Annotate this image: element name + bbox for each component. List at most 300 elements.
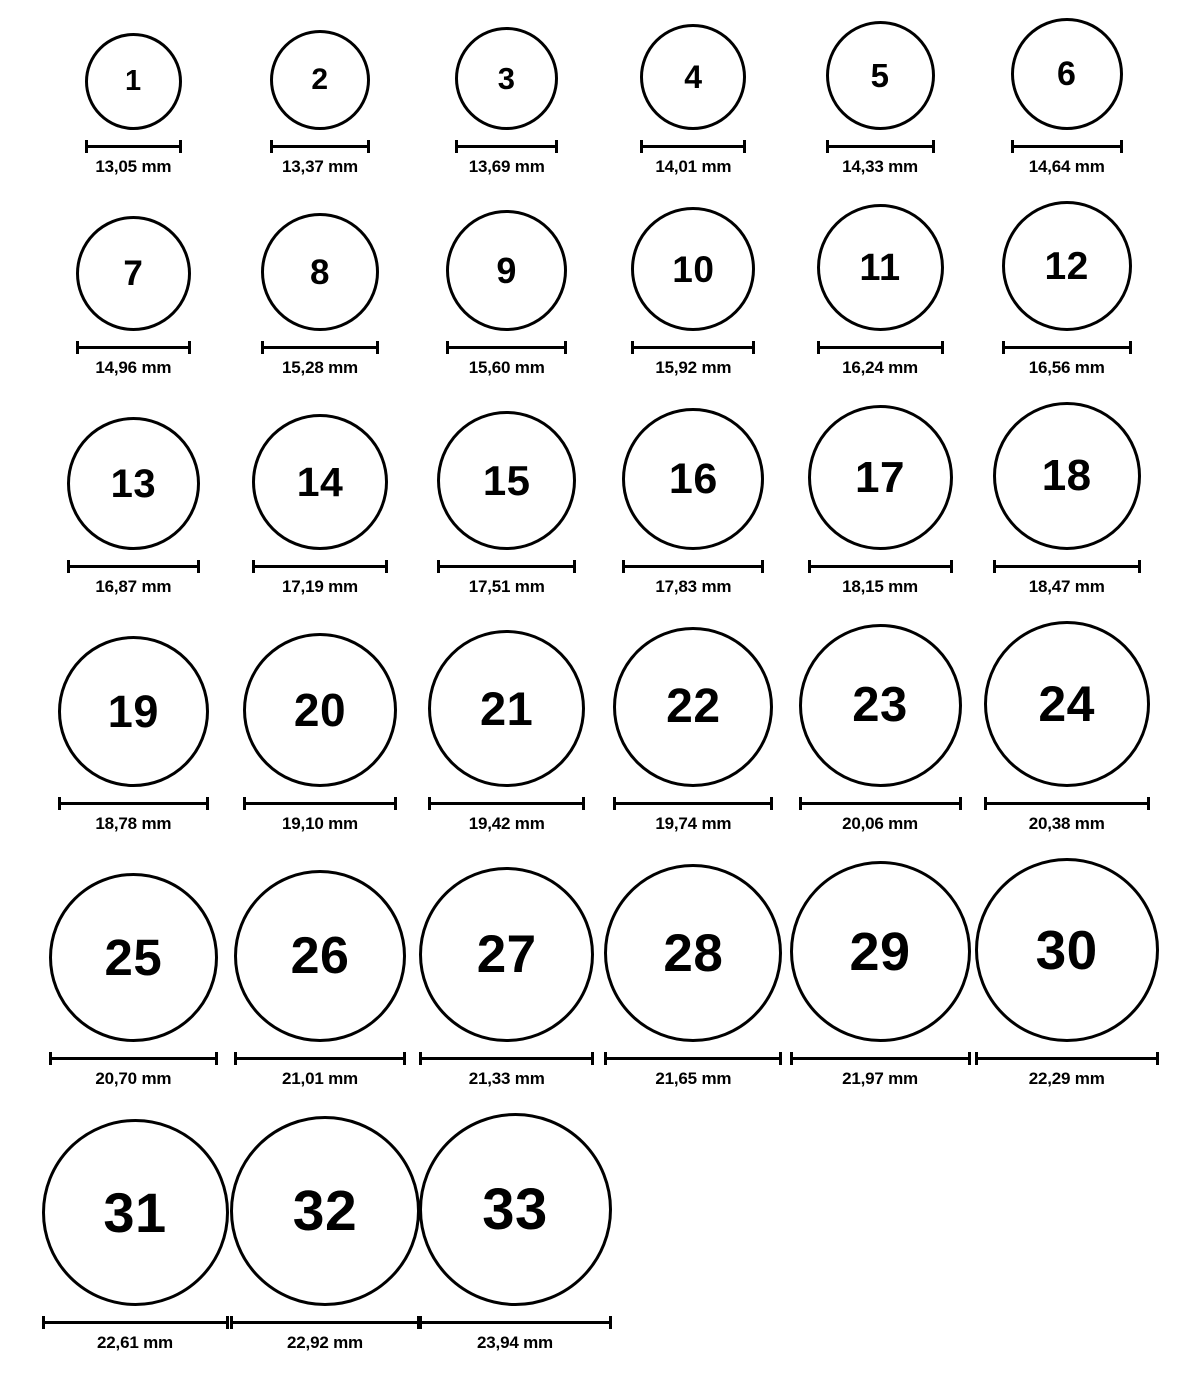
diameter-label: 19,10 mm [282, 814, 358, 833]
ring-size-number: 21 [480, 682, 534, 735]
measure-tick-right [1138, 560, 1141, 573]
measure-tick-left [49, 1052, 52, 1065]
size-row [40, 1113, 1160, 1353]
row-spacer [40, 597, 1160, 621]
size-row [40, 621, 1160, 834]
measure-tick-right [779, 1052, 782, 1065]
measure-line [49, 1057, 218, 1060]
ring-size-number: 14 [296, 458, 344, 505]
ring-size-number: 12 [1044, 244, 1089, 288]
ring-size-number: 23 [852, 678, 908, 732]
ring-circle [790, 861, 971, 1042]
diameter-measure-bar [230, 1316, 420, 1328]
measure-tick-left [817, 341, 820, 354]
ring-size-number: 2 [311, 63, 329, 96]
ring-size-number: 9 [496, 249, 517, 291]
measure-tick-right [403, 1052, 406, 1065]
ring-size-cell[interactable] [40, 636, 227, 834]
measure-tick-left [252, 560, 255, 573]
ring-size-cell[interactable] [40, 873, 227, 1089]
measure-tick-left [808, 560, 811, 573]
measure-tick-left [261, 341, 264, 354]
ring-circle [270, 30, 370, 130]
diameter-label: 17,51 mm [468, 577, 545, 596]
measure-line [419, 1321, 612, 1324]
ring-circle [428, 630, 585, 787]
diameter-measure-bar [1002, 341, 1132, 353]
ring-size-number: 1 [125, 65, 142, 97]
diameter-measure-bar [419, 1052, 594, 1064]
ring-size-cell[interactable] [787, 624, 974, 834]
ring-circle-wrap [808, 405, 953, 550]
diameter-measure-bar [1011, 140, 1123, 152]
ring-circle [243, 633, 397, 787]
ring-size-number: 29 [849, 921, 911, 982]
diameter-measure-bar [67, 560, 200, 572]
ring-circle [419, 867, 594, 1042]
ring-circle [58, 636, 209, 787]
ring-circle-wrap [58, 636, 209, 787]
ring-size-cell[interactable] [973, 201, 1160, 378]
measure-line [234, 1057, 406, 1060]
ring-size-number: 31 [103, 1180, 167, 1244]
measure-line [428, 802, 585, 805]
measure-line [799, 802, 962, 805]
measure-tick-left [993, 560, 996, 573]
ring-circle-wrap [252, 414, 388, 550]
measure-line [76, 346, 191, 349]
ring-size-cell[interactable] [787, 204, 974, 378]
measure-tick-right [179, 140, 182, 153]
measure-tick-right [609, 1316, 612, 1329]
ring-size-cell[interactable] [230, 1116, 420, 1353]
ring-circle-wrap [243, 633, 397, 787]
measure-tick-right [591, 1052, 594, 1065]
measure-tick-left [984, 797, 987, 810]
ring-circle-wrap [49, 873, 218, 1042]
diameter-label: 16,24 mm [842, 358, 918, 377]
ring-circle [993, 402, 1141, 550]
ring-circle [817, 204, 944, 331]
ring-size-cell[interactable] [413, 411, 600, 597]
diameter-measure-bar [446, 341, 567, 353]
diameter-measure-bar [49, 1052, 218, 1064]
ring-circle [419, 1113, 612, 1306]
diameter-measure-bar [58, 797, 209, 809]
diameter-label: 22,92 mm [287, 1333, 363, 1352]
size-row [40, 858, 1160, 1089]
measure-tick-right [1120, 140, 1123, 153]
measure-tick-left [243, 797, 246, 810]
measure-tick-left [1002, 341, 1005, 354]
measure-tick-left [455, 140, 458, 153]
measure-tick-right [968, 1052, 971, 1065]
ring-circle-wrap [455, 27, 558, 130]
ring-circle-wrap [826, 21, 935, 130]
measure-tick-right [770, 797, 773, 810]
diameter-label: 23,94 mm [477, 1333, 553, 1352]
measure-tick-right [197, 560, 200, 573]
ring-size-cell[interactable] [600, 207, 787, 378]
ring-circle [640, 24, 746, 130]
ring-size-cell[interactable] [227, 870, 414, 1089]
ring-size-cell[interactable] [787, 861, 974, 1089]
measure-tick-left [446, 341, 449, 354]
ring-circle [230, 1116, 420, 1306]
ring-circle-wrap [993, 402, 1141, 550]
measure-tick-left [631, 341, 634, 354]
diameter-measure-bar [428, 797, 585, 809]
row-spacer [40, 1089, 1160, 1113]
ring-circle-wrap [234, 870, 406, 1042]
diameter-label: 20,70 mm [95, 1069, 172, 1088]
measure-tick-right [959, 797, 962, 810]
ring-circle [252, 414, 388, 550]
diameter-label: 19,42 mm [468, 814, 545, 833]
measure-tick-right [367, 140, 370, 153]
diameter-measure-bar [993, 560, 1141, 572]
measure-line [85, 145, 182, 148]
ring-circle [85, 33, 182, 130]
diameter-label: 20,38 mm [1028, 814, 1105, 833]
ring-size-cell[interactable] [227, 414, 414, 597]
ring-circle [455, 27, 558, 130]
measure-line [230, 1321, 420, 1324]
ring-size-number: 8 [310, 252, 330, 292]
ring-size-cell[interactable] [413, 867, 600, 1089]
ring-size-cell[interactable] [600, 627, 787, 834]
diameter-label: 18,15 mm [842, 577, 918, 596]
measure-tick-right [376, 341, 379, 354]
row-spacer [40, 834, 1160, 858]
ring-size-number: 4 [684, 59, 703, 95]
ring-size-number: 20 [293, 684, 347, 736]
measure-tick-left [799, 797, 802, 810]
ring-size-number: 22 [666, 680, 721, 733]
measure-tick-left [58, 797, 61, 810]
measure-line [808, 565, 953, 568]
ring-circle [261, 213, 379, 331]
ring-circle [234, 870, 406, 1042]
ring-size-number: 25 [104, 929, 163, 986]
measure-tick-left [419, 1316, 422, 1329]
ring-circle-wrap [85, 33, 182, 130]
measure-tick-right [752, 341, 755, 354]
measure-line [437, 565, 576, 568]
ring-size-cell[interactable] [227, 30, 414, 177]
ring-size-number: 32 [292, 1178, 358, 1243]
measure-tick-left [67, 560, 70, 573]
diameter-measure-bar [975, 1052, 1159, 1064]
diameter-measure-bar [455, 140, 558, 152]
ring-size-cell[interactable] [413, 210, 600, 378]
measure-tick-left [826, 140, 829, 153]
ring-circle [1002, 201, 1132, 331]
measure-line [252, 565, 388, 568]
measure-line [67, 565, 200, 568]
measure-tick-right [1156, 1052, 1159, 1065]
diameter-label: 15,60 mm [468, 358, 545, 377]
measure-tick-left [437, 560, 440, 573]
diameter-label: 15,92 mm [655, 358, 732, 377]
ring-size-number: 15 [482, 456, 531, 504]
ring-circle-wrap [817, 204, 944, 331]
row-spacer [40, 177, 1160, 201]
measure-tick-right [582, 797, 585, 810]
measure-line [622, 565, 764, 568]
ring-circle [808, 405, 953, 550]
ring-circle [67, 417, 200, 550]
measure-tick-left [76, 341, 79, 354]
measure-line [613, 802, 773, 805]
diameter-measure-bar [613, 797, 773, 809]
ring-size-number: 18 [1041, 451, 1092, 500]
ring-circle-wrap [640, 24, 746, 130]
ring-size-number: 28 [663, 923, 724, 983]
diameter-measure-bar [419, 1316, 612, 1328]
diameter-label: 14,64 mm [1028, 157, 1105, 176]
diameter-label: 21,97 mm [842, 1069, 918, 1088]
measure-line [261, 346, 379, 349]
ring-size-number: 30 [1035, 918, 1098, 981]
ring-size-cell[interactable] [973, 621, 1160, 834]
measure-tick-right [206, 797, 209, 810]
ring-circle-wrap [446, 210, 567, 331]
diameter-label: 16,56 mm [1028, 358, 1105, 377]
measure-tick-right [932, 140, 935, 153]
measure-line [817, 346, 944, 349]
ring-circle-wrap [790, 861, 971, 1042]
diameter-label: 21,65 mm [655, 1069, 732, 1088]
ring-size-cell[interactable] [413, 27, 600, 177]
ring-circle-wrap [984, 621, 1150, 787]
diameter-measure-bar [437, 560, 576, 572]
measure-line [455, 145, 558, 148]
ring-size-number: 33 [482, 1176, 548, 1242]
diameter-measure-bar [817, 341, 944, 353]
measure-tick-left [85, 140, 88, 153]
diameter-label: 21,01 mm [282, 1069, 358, 1088]
measure-tick-right [573, 560, 576, 573]
diameter-measure-bar [604, 1052, 782, 1064]
measure-tick-right [226, 1316, 229, 1329]
ring-size-cell[interactable] [413, 630, 600, 834]
ring-size-cell[interactable] [40, 33, 227, 177]
ring-circle [42, 1119, 229, 1306]
diameter-measure-bar [790, 1052, 971, 1064]
measure-tick-right [941, 341, 944, 354]
diameter-label: 19,74 mm [655, 814, 732, 833]
diameter-measure-bar [640, 140, 746, 152]
ring-circle-wrap [437, 411, 576, 550]
diameter-measure-bar [243, 797, 397, 809]
ring-size-number: 11 [859, 246, 901, 289]
diameter-label: 14,01 mm [655, 157, 732, 176]
ring-circle [604, 864, 782, 1042]
diameter-label: 18,78 mm [95, 814, 172, 833]
measure-tick-left [270, 140, 273, 153]
ring-size-number: 6 [1056, 55, 1077, 93]
ring-circle [631, 207, 755, 331]
diameter-label: 20,06 mm [842, 814, 918, 833]
ring-size-number: 13 [110, 461, 157, 506]
measure-line [631, 346, 755, 349]
measure-line [975, 1057, 1159, 1060]
measure-tick-left [1011, 140, 1014, 153]
measure-tick-right [215, 1052, 218, 1065]
diameter-label: 14,33 mm [842, 157, 918, 176]
ring-circle-wrap [42, 1119, 229, 1306]
measure-line [446, 346, 567, 349]
diameter-label: 18,47 mm [1028, 577, 1105, 596]
ring-size-cell[interactable] [973, 402, 1160, 597]
ring-circle-wrap [631, 207, 755, 331]
measure-tick-left [790, 1052, 793, 1065]
diameter-label: 16,87 mm [95, 577, 172, 596]
measure-line [984, 802, 1150, 805]
ring-size-cell[interactable] [600, 864, 787, 1089]
ring-circle [1011, 18, 1123, 130]
diameter-measure-bar [234, 1052, 406, 1064]
ring-size-cell[interactable] [40, 417, 227, 597]
ring-circle [984, 621, 1150, 787]
diameter-measure-bar [270, 140, 370, 152]
measure-tick-right [564, 341, 567, 354]
ring-circle-wrap [613, 627, 773, 787]
ring-size-cell[interactable] [973, 858, 1160, 1089]
measure-tick-right [761, 560, 764, 573]
ring-circle-wrap [604, 864, 782, 1042]
ring-size-cell[interactable] [227, 633, 414, 834]
ring-size-cell[interactable] [787, 21, 974, 177]
measure-tick-right [950, 560, 953, 573]
measure-line [270, 145, 370, 148]
diameter-measure-bar [42, 1316, 229, 1328]
ring-size-cell[interactable] [787, 405, 974, 597]
ring-circle-wrap [270, 30, 370, 130]
ring-size-number: 27 [476, 925, 537, 984]
measure-tick-left [613, 797, 616, 810]
ring-size-number: 26 [290, 927, 350, 985]
diameter-measure-bar [76, 341, 191, 353]
diameter-measure-bar [808, 560, 953, 572]
diameter-label: 17,19 mm [282, 577, 358, 596]
ring-size-cell[interactable] [227, 213, 414, 378]
ring-circle-wrap [428, 630, 585, 787]
ring-size-cell[interactable] [40, 1119, 230, 1353]
ring-circle-wrap [67, 417, 200, 550]
ring-circle [446, 210, 567, 331]
measure-tick-right [394, 797, 397, 810]
ring-circle [49, 873, 218, 1042]
ring-size-cell[interactable] [600, 24, 787, 177]
diameter-measure-bar [826, 140, 935, 152]
diameter-measure-bar [622, 560, 764, 572]
diameter-measure-bar [631, 341, 755, 353]
ring-circle-wrap [1002, 201, 1132, 331]
ring-size-cell[interactable] [40, 216, 227, 378]
diameter-label: 21,33 mm [468, 1069, 545, 1088]
diameter-measure-bar [85, 140, 182, 152]
ring-size-number: 5 [870, 57, 890, 94]
measure-tick-right [385, 560, 388, 573]
ring-circle-wrap [230, 1116, 420, 1306]
diameter-label: 13,69 mm [468, 157, 545, 176]
measure-tick-left [234, 1052, 237, 1065]
diameter-label: 22,29 mm [1028, 1069, 1105, 1088]
ring-circle-wrap [261, 213, 379, 331]
measure-tick-right [1147, 797, 1150, 810]
row-spacer [40, 378, 1160, 402]
ring-circle-wrap [622, 408, 764, 550]
measure-line [604, 1057, 782, 1060]
diameter-label: 13,37 mm [282, 157, 358, 176]
size-row [40, 402, 1160, 597]
diameter-label: 22,61 mm [97, 1333, 173, 1352]
measure-line [243, 802, 397, 805]
diameter-measure-bar [252, 560, 388, 572]
ring-size-number: 24 [1038, 676, 1095, 732]
ring-size-cell[interactable] [973, 18, 1160, 177]
ring-size-number: 7 [123, 254, 144, 293]
measure-line [1002, 346, 1132, 349]
ring-circle [622, 408, 764, 550]
measure-tick-left [419, 1052, 422, 1065]
ring-size-cell[interactable] [600, 408, 787, 597]
ring-circle [76, 216, 191, 331]
ring-circle-wrap [799, 624, 962, 787]
ring-size-number: 3 [497, 61, 516, 96]
measure-tick-left [640, 140, 643, 153]
ring-circle [437, 411, 576, 550]
measure-tick-right [555, 140, 558, 153]
ring-size-number: 19 [107, 686, 159, 737]
ring-size-number: 16 [668, 454, 718, 503]
measure-line [1011, 145, 1123, 148]
ring-size-number: 17 [855, 452, 905, 502]
diameter-measure-bar [984, 797, 1150, 809]
row-spacer [40, 1353, 1160, 1377]
ring-circle-wrap [975, 858, 1159, 1042]
size-row [40, 201, 1160, 378]
measure-tick-right [743, 140, 746, 153]
measure-tick-left [622, 560, 625, 573]
diameter-label: 13,05 mm [95, 157, 172, 176]
ring-circle-wrap [1011, 18, 1123, 130]
measure-line [58, 802, 209, 805]
measure-tick-right [188, 341, 191, 354]
ring-size-number: 10 [672, 248, 715, 290]
diameter-label: 14,96 mm [95, 358, 172, 377]
measure-line [42, 1321, 229, 1324]
ring-circle [975, 858, 1159, 1042]
ring-circle [799, 624, 962, 787]
ring-size-cell[interactable] [420, 1113, 610, 1353]
measure-tick-left [975, 1052, 978, 1065]
diameter-measure-bar [261, 341, 379, 353]
diameter-label: 17,83 mm [655, 577, 732, 596]
diameter-measure-bar [799, 797, 962, 809]
diameter-label: 15,28 mm [282, 358, 358, 377]
ring-circle-wrap [76, 216, 191, 331]
size-row [40, 18, 1160, 177]
measure-tick-left [428, 797, 431, 810]
measure-tick-left [604, 1052, 607, 1065]
measure-line [419, 1057, 594, 1060]
measure-tick-right [1129, 341, 1132, 354]
measure-line [993, 565, 1141, 568]
measure-tick-left [42, 1316, 45, 1329]
